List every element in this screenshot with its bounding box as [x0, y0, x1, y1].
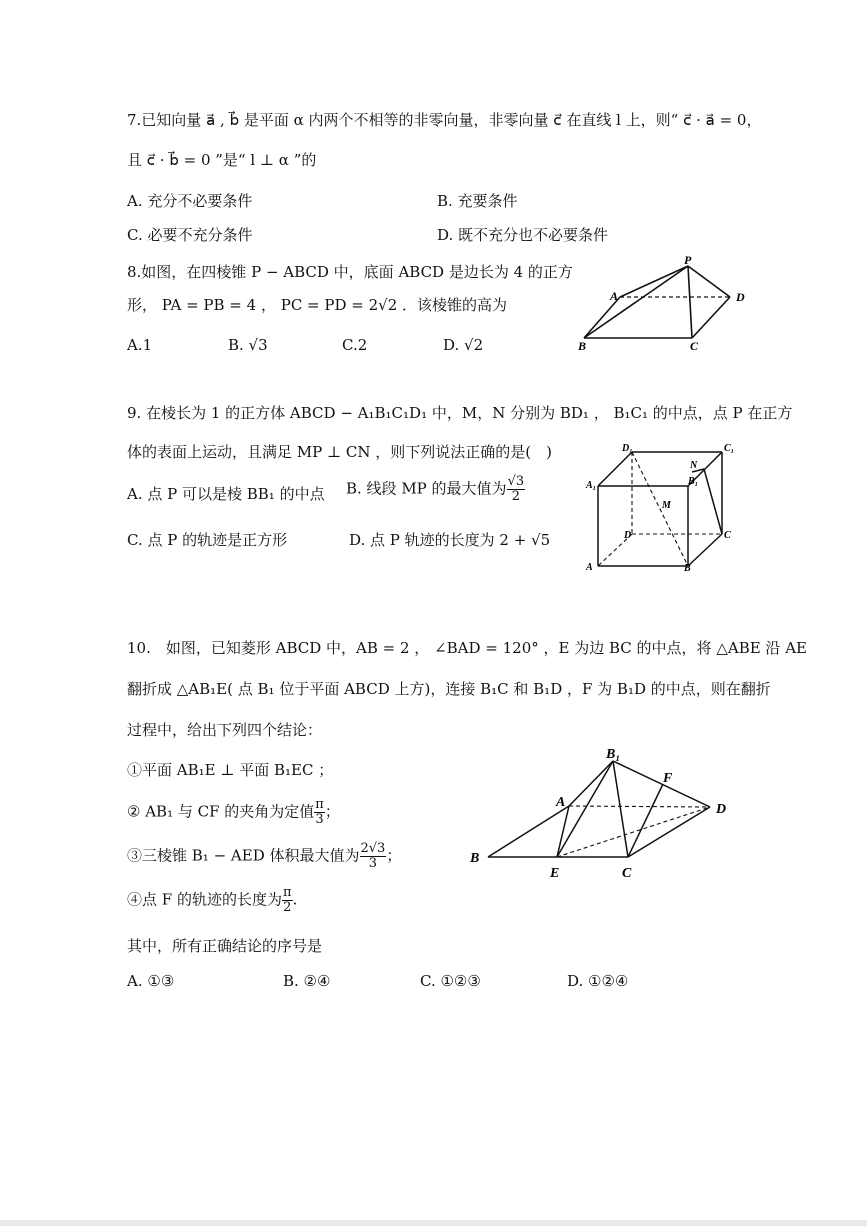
q8-option-c: C.2: [342, 336, 368, 354]
q8-option-d: D. √2: [443, 336, 484, 354]
q10-c3-fraction: $\frac{2√3}{3}$: [360, 841, 386, 871]
q8-stem-line1: 8.如图，在四棱锥 P − ABCD 中，底面 ABCD 是边长为 4 的正方: [127, 263, 573, 281]
q10-label-d: D: [716, 802, 727, 817]
q9-cube-figure: [580, 438, 740, 578]
q9-stem-line1: 9. 在棱长为 1 的正方体 ABCD − A₁B₁C₁D₁ 中，M，N 分别为 BD₁ ， B₁C₁ 的中点，点 P 在正方: [127, 404, 793, 422]
q10-stem-line2: 翻折成 △AB₁E( 点 B₁ 位于平面 ABCD 上方)，连接 B₁C 和 B₁D ，F 为 B₁D 的中点，则在翻折: [127, 680, 771, 698]
q10-stem-line3: 过程中，给出下列四个结论：: [127, 721, 323, 739]
q10-conclusion-4: ④点 F 的轨迹的长度为 $\frac{\pi}{2}$ .: [127, 885, 298, 915]
q10-conclusion-2: ② AB₁ 与 CF 的夹角为定值 $\frac{\pi}{3}$ ；: [127, 797, 340, 827]
q8-label-p: P: [684, 253, 692, 267]
q9-label-b1: B₁: [688, 476, 699, 487]
q10-option-c: C. ①②③: [420, 972, 481, 990]
q10-label-a: A: [556, 795, 566, 810]
q9-label-d1: D₁: [622, 443, 633, 454]
q7-option-a: A. 充分不必要条件: [127, 192, 253, 210]
q10-stem-line1: 10. 如图，已知菱形 ABCD 中，AB = 2 ， ∠BAD = 120° ，E 为边 BC 的中点，将 △ABE 沿 AE: [127, 639, 807, 657]
q7-stem-line1: 7.已知向量 a⃗ , b⃗ 是平面 α 内两个不相等的非零向量，非零向量 c⃗ 在直线 l 上，则“ c⃗ · a⃗ = 0，: [127, 111, 762, 129]
q9-label-b: B: [684, 563, 691, 574]
q9-option-b: [346, 475, 525, 504]
q9-label-c: C: [724, 530, 731, 541]
q7-option-b: B. 充要条件: [437, 192, 518, 210]
q8-pyramid-figure: [570, 250, 760, 360]
q7-option-d: D. 既不充分也不必要条件: [437, 226, 609, 244]
q7-stem-line2: 且 c⃗ · b⃗ = 0 ”是“ l ⊥ α ”的: [127, 151, 317, 169]
q8-label-d: D: [736, 290, 745, 304]
q10-label-b: B: [470, 851, 480, 866]
q9-option-d: D. 点 P 轨迹的长度为 2 + √5: [349, 531, 551, 549]
q10-option-a: A. ①③: [127, 972, 175, 990]
q9-label-n: N: [690, 460, 698, 471]
q9-label-a: A: [586, 562, 593, 573]
q8-label-c: C: [690, 339, 699, 353]
q8-label-b: B: [578, 339, 587, 353]
q9-label-a1: A₁: [586, 480, 597, 491]
q9-label-c1: C₁: [724, 443, 735, 454]
q8-stem-line2: 形， PA = PB = 4 ， PC = PD = 2√2 ．该棱锥的高为: [127, 296, 508, 314]
q8-label-a: A: [610, 289, 619, 303]
q8-option-a: A.1: [127, 336, 153, 354]
q9-stem-line2: 体的表面上运动，且满足 MP ⊥ CN ，则下列说法正确的是( ): [127, 443, 552, 461]
q9-label-d: D: [624, 530, 632, 541]
q10-c4-fraction: $\frac{\pi}{2}$: [282, 885, 292, 915]
q10-label-c: C: [622, 866, 632, 881]
q9-option-b-fraction: $\frac{√3}{2}$: [507, 474, 525, 504]
q10-option-b: B. ②④: [283, 972, 331, 990]
q9-option-a: A. 点 P 可以是棱 BB₁ 的中点: [127, 485, 325, 503]
q9-option-b-prefix: B. 线段 MP 的最大值为: [346, 479, 507, 498]
q10-c2-fraction: $\frac{\pi}{3}$: [315, 797, 324, 827]
q10-conclusion-3: ③三棱锥 B₁ − AED 体积最大值为 $\frac{2√3}{3}$ ；: [127, 841, 402, 871]
q8-option-b: B. √3: [228, 336, 268, 354]
q10-label-e: E: [550, 866, 560, 881]
page-bottom-edge: [0, 1220, 867, 1226]
q10-rhombus-figure: [460, 740, 750, 885]
q7-option-c: C. 必要不充分条件: [127, 226, 253, 244]
q10-label-b1: B₁: [606, 747, 621, 762]
q10-option-d: D. ①②④: [567, 972, 629, 990]
q10-ask: 其中，所有正确结论的序号是: [127, 937, 323, 955]
q10-label-f: F: [663, 771, 673, 786]
q10-conclusion-1: ①平面 AB₁E ⊥ 平面 B₁EC ；: [127, 761, 334, 779]
q9-label-m: M: [662, 500, 671, 511]
q9-option-c: C. 点 P 的轨迹是正方形: [127, 531, 288, 549]
